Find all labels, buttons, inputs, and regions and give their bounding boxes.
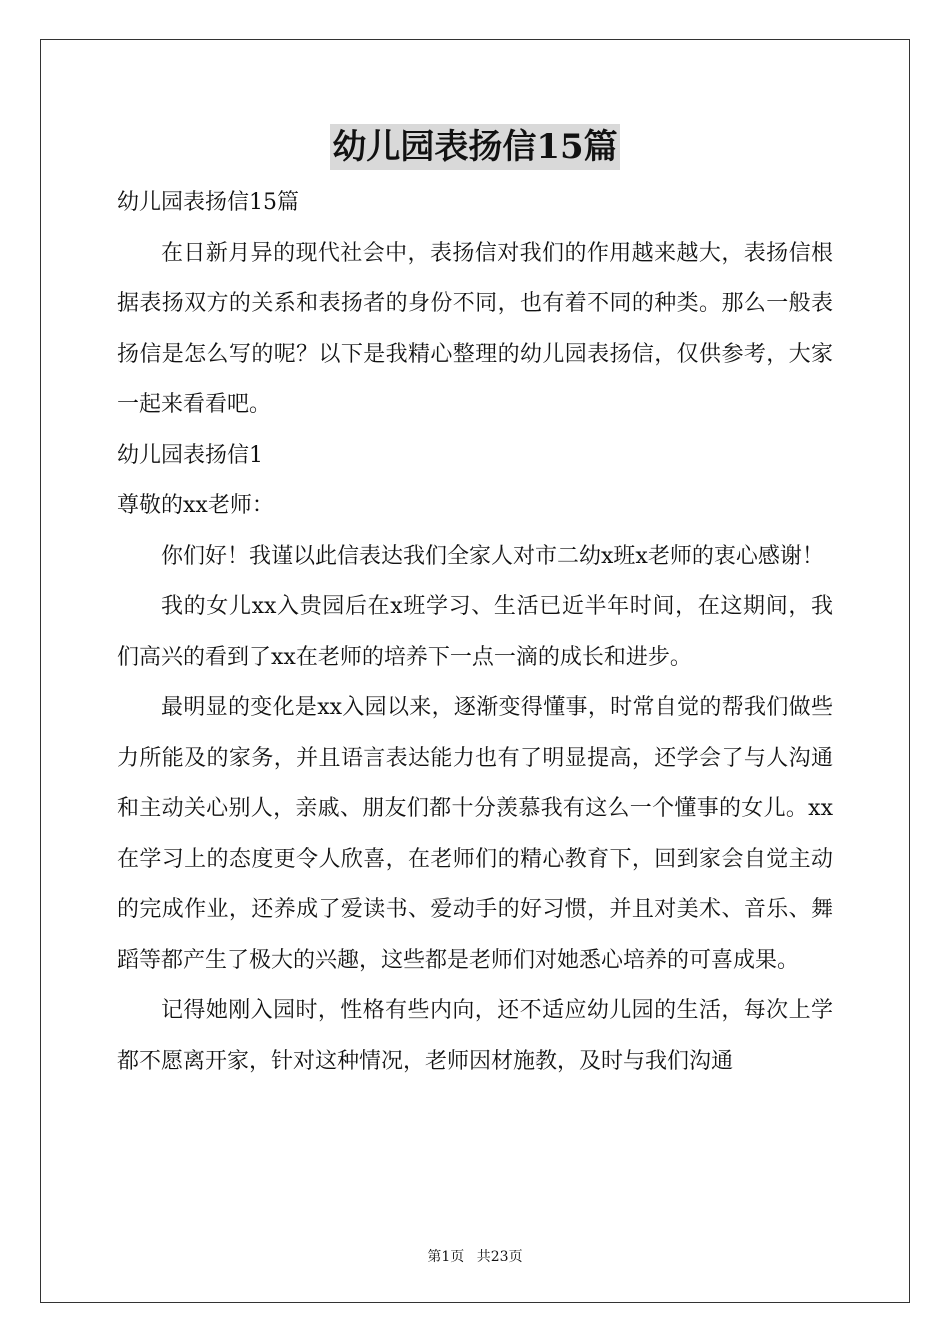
body-paragraph: 最明显的变化是xx入园以来，逐渐变得懂事，时常自觉的帮我们做些力所能及的家务，并且语言表达能力也有了明显提高，还学会了与人沟通和主动关心别人，亲戚、朋友们都十分羡慕我有这么一个懂事的女儿。xx在学习上的态度更令人欣喜，在老师们的精心教育下，回到家会自觉主动的完成作业，还养成了爱读书、爱动手的好习惯，并且对美术、音乐、舞蹈等都产生了极大的兴趣，这些都是老师们对她悉心培养的可喜成果。 (117, 695, 833, 973)
subtitle: 幼儿园表扬信15篇 (117, 190, 299, 215)
page-footer (0, 1246, 950, 1266)
title-container (0, 124, 950, 170)
document-title: 幼儿园表扬信15篇 (330, 124, 619, 170)
salutation: 尊敬的xx老师： (117, 493, 274, 518)
page-total: 共23页 (476, 1249, 523, 1265)
body-paragraph: 我的女儿xx入贵园后在x班学习、生活已近半年时间，在这期间，我们高兴的看到了xx在老师的培养下一点一滴的成长和进步。 (117, 594, 833, 670)
body-paragraph: 你们好！我谨以此信表达我们全家人对市二幼x班x老师的衷心感谢！ (161, 543, 824, 569)
section-heading: 幼儿园表扬信1 (117, 442, 263, 468)
page-number: 第1页 (427, 1249, 465, 1265)
document-body (117, 178, 833, 1087)
body-paragraph: 记得她刚入园时，性格有些内向，还不适应幼儿园的生活，每次上学都不愿离开家，针对这种情况，老师因材施教，及时与我们沟通 (117, 998, 833, 1074)
intro-paragraph: 在日新月异的现代社会中，表扬信对我们的作用越来越大，表扬信根据表扬双方的关系和表扬者的身份不同，也有着不同的种类。那么一般表扬信是怎么写的呢？以下是我精心整理的幼儿园表扬信，仅供参考，大家一起来看看吧。 (117, 240, 833, 417)
